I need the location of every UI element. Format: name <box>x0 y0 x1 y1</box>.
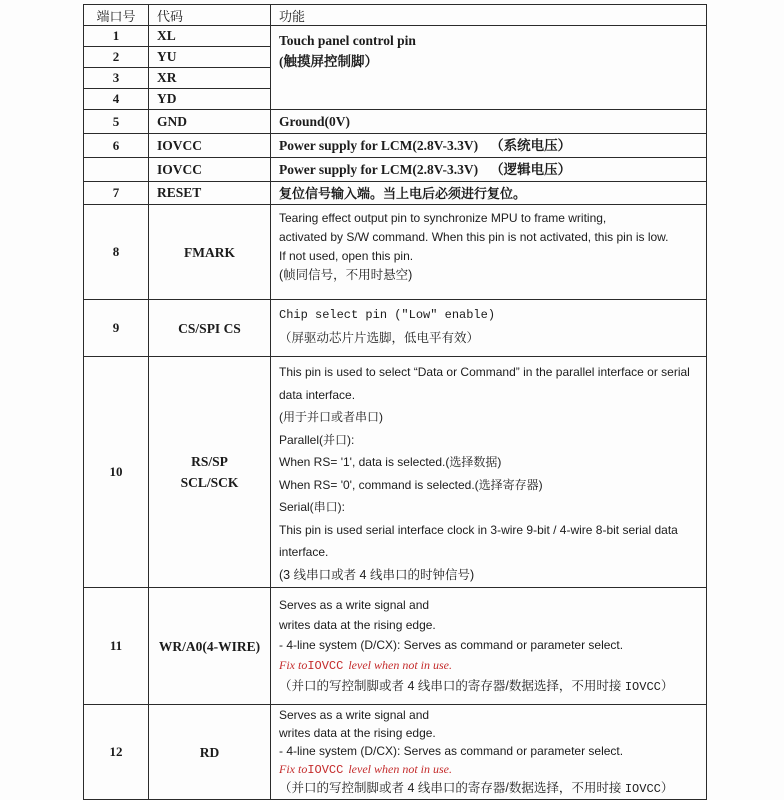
table-row-pin1 <box>84 26 707 47</box>
pin-function-cell <box>271 357 707 588</box>
pin-code-cell: IOVCC <box>149 134 271 158</box>
function-line: 复位信号输入端。当上电后必须进行复位。 <box>279 186 527 201</box>
function-line: Tearing effect output pin to synchronize MPU to frame writing, <box>279 211 607 225</box>
function-line: writes data at the rising edge. <box>279 618 436 632</box>
pin-function-cell <box>271 300 707 357</box>
pin-function-cell <box>271 205 707 300</box>
pin-number-cell: 4 <box>84 89 149 110</box>
cn-signal-name: IOVCC <box>624 782 661 796</box>
pin-code-cell: XL <box>149 26 271 47</box>
pin-code-cell: CS/SPI CS <box>149 300 271 357</box>
function-line: Ground(0V) <box>279 114 351 129</box>
table-row-pin7 <box>84 182 707 205</box>
pin-number-cell: 10 <box>84 357 149 588</box>
cn-text: （并口的写控制脚或者 4 线串口的寄存器/数据选择，不用时接 <box>279 781 625 795</box>
warning-text: level when not in use. <box>348 658 452 672</box>
warning-text: level when not in use. <box>348 762 452 776</box>
table-row-pin12 <box>84 705 707 800</box>
function-line: Serves as a write signal and <box>279 598 430 612</box>
function-line: Chip select pin ("Low" enable) <box>279 308 496 322</box>
function-line-cn: (帧同信号，不用时悬空) <box>279 268 413 282</box>
function-line-cn: （屏驱动芯片片选脚，低电平有效） <box>279 330 480 345</box>
pin-code-cell: WR/A0(4-WIRE) <box>149 588 271 705</box>
function-line-cn: (用于并口或者串口) <box>279 410 383 424</box>
function-line: Serves as a write signal and <box>279 708 430 722</box>
function-line: This pin is used to select “Data or Command” in the parallel interface or serial data interface. <box>279 365 690 402</box>
warning-signal-name: IOVCC <box>307 659 344 673</box>
pin-code-cell: YU <box>149 47 271 68</box>
pin-code-line: RS/SP <box>191 454 228 469</box>
table-row-pin11 <box>84 588 707 705</box>
function-line-cn: （逻辑电压） <box>490 162 572 177</box>
function-line: When RS= '0', command is selected.(选择寄存器) <box>279 477 543 492</box>
function-line: Serial(串口): <box>279 500 346 514</box>
function-line-cn <box>279 676 700 697</box>
cn-signal-name: IOVCC <box>624 680 661 694</box>
warning-text: Fix to <box>279 658 308 672</box>
pin-number-cell: 7 <box>84 182 149 205</box>
pin-function-cell <box>271 158 707 182</box>
pin-code-cell: RESET <box>149 182 271 205</box>
pin-code-cell: GND <box>149 110 271 134</box>
header-port-number: 端口号 <box>84 5 149 26</box>
pin-code-cell: RD <box>149 705 271 800</box>
function-line-cn: （系统电压） <box>490 138 572 153</box>
function-line: (触摸屏控制脚） <box>279 54 378 69</box>
function-line-cn: (3 线串口或者 4 线串口的时钟信号) <box>279 567 475 582</box>
pin-code-cell <box>149 357 271 588</box>
function-line: If not used, open this pin. <box>279 249 414 263</box>
pin-definition-table <box>83 4 707 800</box>
function-line: - 4-line system (D/CX): Serves as command or parameter select. <box>279 744 624 758</box>
pin-number-cell: 11 <box>84 588 149 705</box>
function-line: Touch panel control pin <box>279 33 416 48</box>
function-line: This pin is used serial interface clock in 3-wire 9-bit / 4-wire 8-bit serial data interface. <box>279 522 678 559</box>
cn-text: ） <box>660 781 674 795</box>
pin-code-cell: YD <box>149 89 271 110</box>
pin-code-cell: XR <box>149 68 271 89</box>
function-line-warning <box>279 760 700 779</box>
table-row-pin9 <box>84 300 707 357</box>
function-line: Power supply for LCM(2.8V-3.3V) <box>279 162 479 177</box>
function-line: writes data at the rising edge. <box>279 726 436 740</box>
table-row-pin8 <box>84 205 707 300</box>
header-function: 功能 <box>271 5 707 26</box>
pin-number-cell: 9 <box>84 300 149 357</box>
pin-function-cell <box>271 110 707 134</box>
pin-number-cell: 12 <box>84 705 149 800</box>
pin-code-cell: FMARK <box>149 205 271 300</box>
function-line: - 4-line system (D/CX): Serves as command or parameter select. <box>279 638 624 652</box>
table-row-pin5 <box>84 110 707 134</box>
table-header-row <box>84 5 707 26</box>
header-code: 代码 <box>149 5 271 26</box>
cn-text: ） <box>660 679 674 693</box>
function-line: Parallel(并口): <box>279 432 355 447</box>
pin-code-cell: IOVCC <box>149 158 271 182</box>
function-line-cn <box>279 779 700 798</box>
pin-function-cell <box>271 26 707 110</box>
warning-text: Fix to <box>279 762 308 776</box>
pin-number-cell: 1 <box>84 26 149 47</box>
pin-number-cell: 5 <box>84 110 149 134</box>
cn-text: （并口的写控制脚或者 4 线串口的寄存器/数据选择，不用时接 <box>279 679 625 693</box>
table-row-iovcc2 <box>84 158 707 182</box>
function-line: activated by S/W command. When this pin is not activated, this pin is low. <box>279 230 669 244</box>
pin-function-cell <box>271 134 707 158</box>
function-line: Power supply for LCM(2.8V-3.3V) <box>279 138 479 153</box>
pin-function-cell <box>271 588 707 705</box>
pin-number-cell: 8 <box>84 205 149 300</box>
function-line-warning <box>279 655 700 676</box>
function-line: When RS= '1', data is selected.(选择数据) <box>279 455 502 469</box>
table-row-pin10 <box>84 357 707 588</box>
warning-signal-name: IOVCC <box>307 763 344 777</box>
pin-function-cell <box>271 705 707 800</box>
pin-number-cell <box>84 158 149 182</box>
pin-number-cell: 2 <box>84 47 149 68</box>
table-row-pin6 <box>84 134 707 158</box>
pin-code-line: SCL/SCK <box>180 475 239 490</box>
pin-number-cell: 3 <box>84 68 149 89</box>
pin-number-cell: 6 <box>84 134 149 158</box>
pin-function-cell <box>271 182 707 205</box>
